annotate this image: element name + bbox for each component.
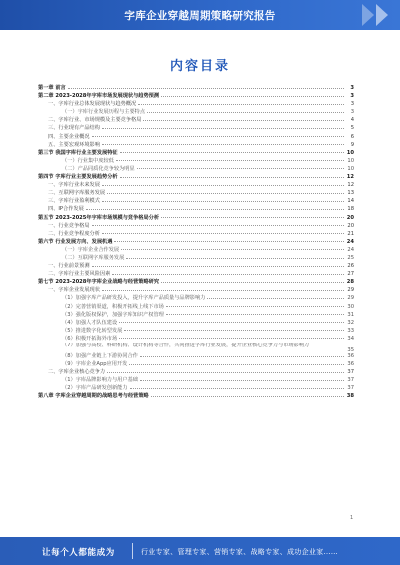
toc-entry-label: （4）加强人才队伍建设	[62, 319, 118, 326]
toc-entry-page: 38	[346, 393, 354, 400]
toc-entry[interactable]	[38, 368, 354, 376]
toc-entry-page: 3	[350, 109, 354, 116]
toc-entry-page: 6	[350, 133, 354, 140]
toc-entry-page: 10	[347, 157, 354, 164]
toc-entry-label: 五、主要宏观环境影响	[48, 141, 100, 148]
toc-leader-dots	[124, 330, 344, 331]
toc-entry-page: 32	[347, 319, 354, 326]
toc-leader-dots	[119, 338, 344, 339]
toc-entry[interactable]	[38, 286, 354, 294]
toc-entry-page: 37	[347, 377, 354, 384]
toc-entry-label: 四、IP合作发展	[48, 206, 84, 213]
toc-entry-label: （2）字库产品研发创新能力	[62, 385, 128, 392]
toc-leader-dots	[92, 266, 344, 267]
toc-entry-label: （9）字库企业App应用开发	[62, 361, 128, 368]
toc-leader-dots	[102, 201, 344, 202]
toc-leader-dots	[161, 217, 344, 218]
toc-leader-dots	[126, 258, 344, 259]
footer-divider	[132, 543, 133, 559]
toc-entry-page: 10	[347, 165, 354, 172]
toc-leader-dots	[166, 314, 344, 315]
toc-entry[interactable]	[38, 84, 354, 92]
toc-leader-dots	[119, 322, 344, 323]
toc-entry-page: 34	[347, 335, 354, 342]
toc-leader-dots	[68, 88, 344, 89]
toc-entry-page: 26	[347, 263, 354, 270]
chevron-decoration-icon	[362, 4, 374, 26]
toc-entry[interactable]	[38, 173, 354, 181]
toc-entry-label: 第六节 行业发展方向、发展机遇	[38, 238, 113, 245]
toc-entry-label: （8）加强产业链上下游协同合作	[62, 353, 138, 359]
toc-entry-label: 二、字库行业主要风险因素	[48, 271, 111, 278]
page-number: 1	[350, 515, 354, 521]
toc-leader-dots	[114, 241, 344, 242]
toc-entry-page: 5	[350, 125, 354, 132]
toc-leader-dots	[116, 160, 344, 161]
toc-entry[interactable]	[38, 222, 354, 230]
toc-entry-page: 25	[347, 254, 354, 261]
toc-entry-label: 二、字库行业、市场规模及主要竞争格局	[48, 117, 142, 124]
toc-entry-page: 35	[347, 346, 354, 352]
toc-entry-page: 18	[347, 206, 354, 213]
toc-leader-dots	[92, 136, 344, 137]
toc-entry-label: （一）字库行业发展历程与主要特点	[62, 109, 146, 116]
toc-entry[interactable]	[38, 124, 354, 132]
toc-entry[interactable]	[38, 270, 354, 278]
toc-entry-label: 二、互联网字库服务发展	[48, 190, 106, 197]
toc-leader-dots	[102, 233, 344, 234]
footer-slogan: 让每个人都能成为	[42, 548, 115, 558]
toc-entry[interactable]	[38, 189, 354, 197]
toc-entry-label: （二）产品同质化竞争较为明显	[62, 165, 135, 172]
toc-entry-label: 第一章 前言	[38, 85, 66, 91]
toc-entry[interactable]	[38, 246, 354, 254]
toc-entry-label: 三、行业现有产品结构	[48, 125, 100, 132]
toc-entry-page: 24	[347, 246, 354, 253]
toc-leader-dots	[112, 274, 344, 275]
toc-entry-label: （6）积极开拓海外市场	[62, 335, 118, 342]
toc-entry[interactable]	[38, 157, 354, 165]
toc-entry[interactable]	[38, 262, 354, 270]
toc-entry[interactable]	[38, 165, 354, 173]
toc-entry-label: 二、字库企业核心竞争力	[48, 369, 106, 376]
toc-entry-page: 20	[347, 222, 354, 229]
toc-leader-dots	[130, 388, 344, 389]
toc-entry-page: 12	[347, 182, 354, 189]
toc-entry-page: 27	[347, 271, 354, 278]
toc-entry-label: 四、主要企业概况	[48, 133, 90, 140]
toc-entry[interactable]	[38, 230, 354, 238]
toc-entry[interactable]	[38, 238, 354, 246]
toc-entry-label: （一）行业集中度较低	[62, 157, 114, 164]
toc-entry-label: （二）互联网字库服务发展	[62, 254, 125, 261]
toc-entry-label: 第二章 2023-2028年宇库市场发展现状与趋势预测	[38, 93, 160, 100]
table-of-contents	[38, 84, 354, 401]
toc-leader-dots	[107, 193, 344, 194]
toc-entry-page: 33	[347, 327, 354, 334]
toc-entry[interactable]	[38, 254, 354, 262]
toc-leader-dots	[138, 104, 344, 105]
toc-entry[interactable]	[38, 327, 354, 335]
toc-entry-label: （3）强化版权保护，加强字库知识产权管理	[62, 311, 164, 318]
toc-entry-page: 24	[346, 238, 354, 245]
toc-entry[interactable]	[38, 376, 354, 384]
toc-entry-label: （5）推进数字化转型发展	[62, 327, 123, 334]
toc-entry[interactable]	[38, 360, 354, 368]
toc-entry-label: 一、行业竞争格局	[48, 222, 90, 229]
toc-leader-dots	[129, 364, 344, 365]
toc-entry[interactable]	[38, 100, 354, 108]
toc-entry[interactable]	[38, 108, 354, 116]
toc-leader-dots	[143, 120, 344, 121]
toc-leader-dots	[140, 356, 344, 357]
toc-entry-page: 10	[346, 149, 354, 156]
toc-entry-page: 12	[346, 174, 354, 181]
toc-leader-dots	[161, 282, 344, 283]
toc-entry[interactable]	[38, 384, 354, 392]
toc-entry-label: （1）加强字库产品研发投入，提升字库产品质量与品牌影响力	[62, 295, 206, 302]
report-footer-banner	[0, 537, 400, 565]
chevron-decoration-icon	[376, 4, 388, 26]
toc-entry-page: 20	[346, 214, 354, 221]
toc-entry-page: 30	[347, 303, 354, 310]
toc-entry-label: 一、字库行业总体发展现状与趋势概况	[48, 101, 137, 108]
toc-entry-label: 第四节 字库行业主要发展趋势分析	[38, 174, 118, 181]
toc-leader-dots	[120, 177, 344, 178]
toc-entry-label: 一、字库企业发展现状	[48, 287, 100, 294]
footer-tagline: 行业专家、管理专家、营销专家、战略专家、成功企业家……	[141, 548, 339, 556]
toc-entry-page: 21	[347, 230, 354, 237]
toc-entry[interactable]	[38, 149, 354, 157]
toc-entry-label: （2）完善营销渠道，积极开拓线上线下市场	[62, 303, 164, 310]
toc-entry[interactable]	[38, 303, 354, 311]
toc-entry[interactable]	[38, 335, 354, 343]
toc-entry-label: 一、行业前景预测	[48, 263, 90, 270]
toc-entry-label: 一、字库行业未来发展	[48, 182, 100, 189]
toc-leader-dots	[137, 168, 344, 169]
toc-entry-page: 29	[347, 287, 354, 294]
toc-entry-label: （1）字库品牌影响力与用户基础	[62, 377, 138, 384]
toc-entry[interactable]	[38, 116, 354, 124]
toc-entry-label: （一）字库企业合作发展	[62, 246, 120, 253]
toc-entry-page: 37	[347, 369, 354, 376]
toc-entry[interactable]	[38, 197, 354, 205]
toc-leader-dots	[92, 225, 344, 226]
toc-entry-page: 31	[347, 311, 354, 318]
toc-entry-page: 13	[347, 190, 354, 197]
toc-entry-page: 36	[347, 353, 354, 359]
toc-leader-dots	[161, 96, 344, 97]
report-header-banner	[0, 0, 400, 30]
toc-entry-label: 三、字库行业盈利模式	[48, 198, 100, 205]
toc-entry[interactable]	[38, 278, 354, 286]
toc-leader-dots	[140, 380, 344, 381]
toc-entry[interactable]	[38, 133, 354, 141]
toc-heading: 内容目录	[169, 59, 230, 74]
toc-entry[interactable]	[38, 392, 354, 400]
toc-entry-page: 29	[347, 295, 354, 302]
toc-entry[interactable]	[38, 214, 354, 222]
toc-entry-label: 第七节 2023-2028年字库企业战略与经营策略研究	[38, 279, 160, 286]
toc-entry-label: 第八章 字库企业穿越周期的战略思考与经营策略	[38, 393, 149, 400]
toc-entry[interactable]	[38, 343, 354, 352]
toc-leader-dots	[121, 249, 344, 250]
toc-entry-page: 37	[347, 385, 354, 392]
toc-leader-dots	[147, 112, 344, 113]
toc-entry-page: 14	[347, 198, 354, 205]
toc-entry[interactable]	[38, 92, 354, 100]
toc-entry[interactable]	[38, 319, 354, 327]
report-title: 字库企业穿越周期策略研究报告	[124, 10, 276, 22]
toc-entry-label: 第三节 我国字库行业主要发展特征	[38, 149, 118, 156]
toc-entry[interactable]	[38, 352, 354, 360]
toc-leader-dots	[120, 152, 344, 153]
toc-entry-label: 第五节 2023-2025年宇库市场规模与竞争格局分析	[38, 214, 160, 221]
toc-entry-page: 36	[347, 361, 354, 368]
toc-leader-dots	[102, 185, 344, 186]
toc-entry-label: 二、行业竞争程度分析	[48, 230, 100, 237]
toc-entry[interactable]	[38, 141, 354, 149]
toc-leader-dots	[102, 144, 344, 145]
toc-entry[interactable]	[38, 294, 354, 302]
toc-entry-page: 4	[350, 117, 354, 124]
toc-leader-dots	[166, 306, 344, 307]
toc-leader-dots	[107, 372, 344, 373]
toc-entry-page: 28	[346, 279, 354, 286]
toc-entry[interactable]	[38, 311, 354, 319]
toc-entry-page: 3	[350, 93, 354, 100]
toc-entry-page: 9	[350, 141, 354, 148]
toc-leader-dots	[207, 298, 344, 299]
toc-entry[interactable]	[38, 181, 354, 189]
toc-leader-dots	[151, 396, 344, 397]
toc-entry-label: （7）加强与高校、科研机构、设计机构等合作，共同推进字库行业发展，提升企业核心竞争力与市场影响力	[62, 343, 310, 348]
toc-leader-dots	[86, 209, 344, 210]
toc-leader-dots	[102, 128, 344, 129]
toc-leader-dots	[102, 290, 344, 291]
toc-entry[interactable]	[38, 205, 354, 213]
toc-entry-page: 3	[350, 101, 354, 108]
toc-entry-page: 3	[350, 85, 354, 91]
